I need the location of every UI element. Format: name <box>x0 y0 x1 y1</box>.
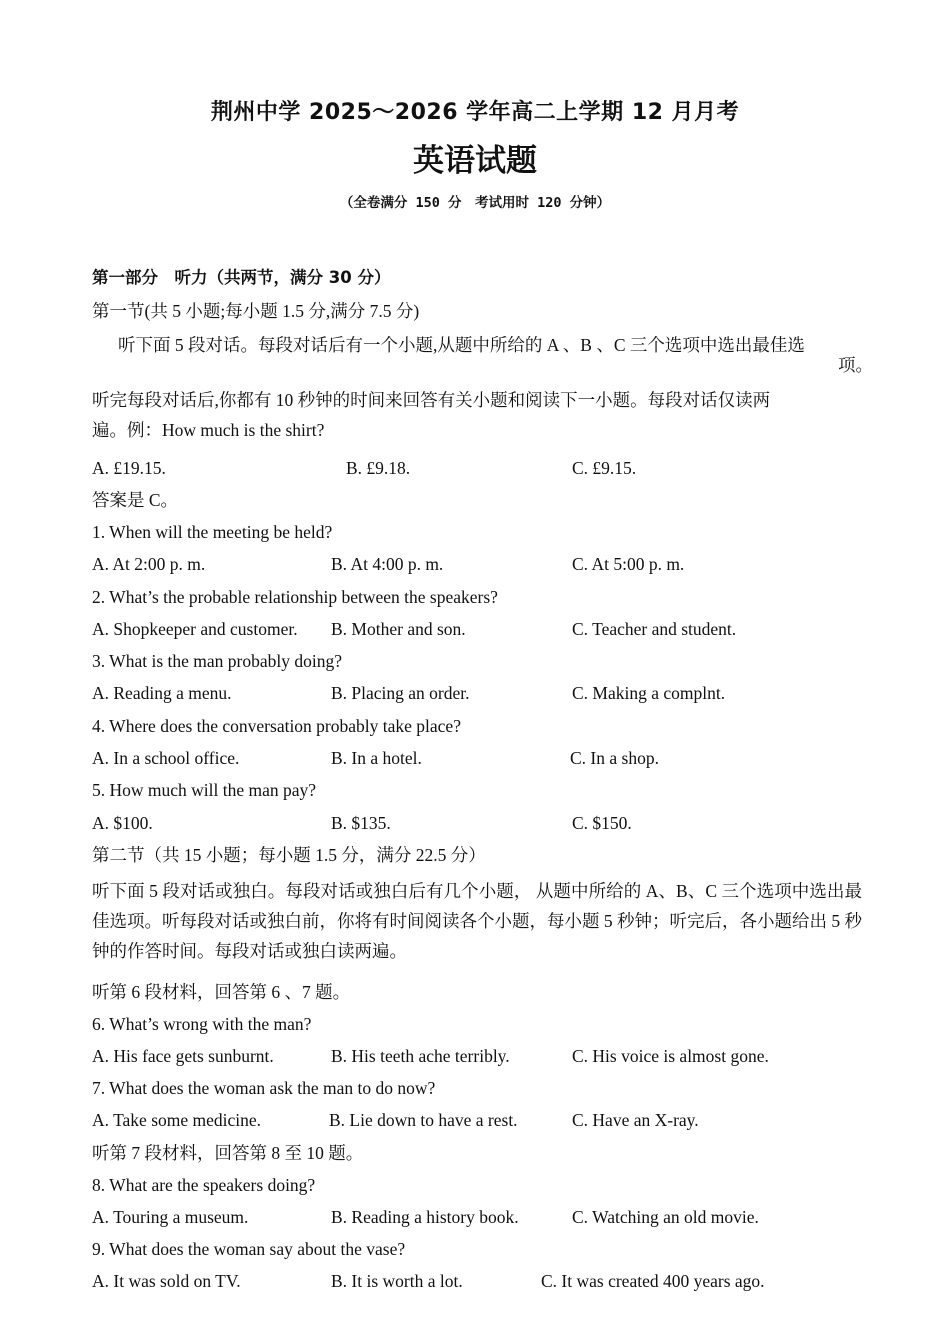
example-option-c: C. £9.15. <box>572 458 637 478</box>
q6-option-a: A. His face gets sunburnt. <box>92 1046 274 1066</box>
q7-option-c: C. Have an X-ray. <box>572 1110 699 1130</box>
q5-option-b: B. $135. <box>331 813 391 833</box>
q4-option-b: B. In a hotel. <box>331 748 422 768</box>
question-5: 5. How much will the man pay? <box>92 780 317 800</box>
q1-option-a: A. At 2:00 p. m. <box>92 554 206 574</box>
q9-option-c: C. It was created 400 years ago. <box>541 1271 765 1291</box>
instruction-line2: 听完每段对话后,你都有 10 秒钟的时间来回答有关小题和阅读下一小题。每段对话仅读两 <box>92 390 771 410</box>
q9-option-b: B. It is worth a lot. <box>331 1271 463 1291</box>
part1-heading: 第一部分 听力（共两节，满分 30 分） <box>92 268 391 287</box>
instruction-line1-tail: 项。 <box>838 355 873 375</box>
q6-option-c: C. His voice is almost gone. <box>572 1046 769 1066</box>
material-7-note: 听第 7 段材料，回答第 8 至 10 题。 <box>92 1143 364 1163</box>
instruction-line3: 遍。例：How much is the shirt? <box>92 420 325 440</box>
q3-option-b: B. Placing an order. <box>331 683 470 703</box>
question-3: 3. What is the man probably doing? <box>92 651 342 671</box>
subject-title: 英语试题 <box>413 143 537 179</box>
section2-heading: 第二节（共 15 小题；每小题 1.5 分，满分 22.5 分） <box>92 845 486 865</box>
exam-info: （全卷满分 150 分 考试用时 120 分钟） <box>339 195 611 211</box>
q2-option-c: C. Teacher and student. <box>572 619 737 639</box>
q1-option-b: B. At 4:00 p. m. <box>331 554 444 574</box>
q7-option-b: B. Lie down to have a rest. <box>329 1110 518 1130</box>
q5-option-a: A. $100. <box>92 813 153 833</box>
question-8: 8. What are the speakers doing? <box>92 1175 316 1195</box>
q5-option-c: C. $150. <box>572 813 632 833</box>
q8-option-a: A. Touring a museum. <box>92 1207 249 1227</box>
q6-option-b: B. His teeth ache terribly. <box>331 1046 510 1066</box>
section1-heading: 第一节(共 5 小题;每小题 1.5 分,满分 7.5 分) <box>92 301 420 321</box>
example-option-b: B. £9.18. <box>346 458 411 478</box>
q4-option-c: C. In a shop. <box>570 748 659 768</box>
example-option-a: A. £19.15. <box>92 458 166 478</box>
q1-option-c: C. At 5:00 p. m. <box>572 554 685 574</box>
question-6: 6. What’s wrong with the man? <box>92 1014 312 1034</box>
material-6-note: 听第 6 段材料，回答第 6 、7 题。 <box>92 982 351 1002</box>
exam-title: 荆州中学 2025～2026 学年高二上学期 12 月月考 <box>210 100 740 125</box>
q3-option-a: A. Reading a menu. <box>92 683 232 703</box>
q4-option-a: A. In a school office. <box>92 748 240 768</box>
instruction-line1: 听下面 5 段对话。每段对话后有一个小题,从题中所给的 A 、B 、C 三个选项中选出最佳选 <box>118 335 805 355</box>
example-answer: 答案是 C。 <box>92 490 179 510</box>
question-1: 1. When will the meeting be held? <box>92 522 333 542</box>
q2-option-b: B. Mother and son. <box>331 619 466 639</box>
q3-option-c: C. Making a complnt. <box>572 683 726 703</box>
q8-option-b: B. Reading a history book. <box>331 1207 519 1227</box>
q9-option-a: A. It was sold on TV. <box>92 1271 241 1291</box>
q2-option-a: A. Shopkeeper and customer. <box>92 619 298 639</box>
question-4: 4. Where does the conversation probably take place? <box>92 716 461 736</box>
question-9: 9. What does the woman say about the vase? <box>92 1239 406 1259</box>
question-2: 2. What’s the probable relationship between the speakers? <box>92 587 498 607</box>
q8-option-c: C. Watching an old movie. <box>572 1207 759 1227</box>
question-7: 7. What does the woman ask the man to do now? <box>92 1078 436 1098</box>
section2-instruction: 听下面 5 段对话或独白。每段对话或独白后有几个小题， 从题中所给的 A、B、C 三个选项中选出最佳选项。听每段对话或独白前，你将有时间阅读各个小题，每小题 5 秒钟；听完后，各小题给出 5 秒钟的作答时间。每段对话或独白读两遍。 <box>92 881 862 961</box>
q7-option-a: A. Take some medicine. <box>92 1110 262 1130</box>
